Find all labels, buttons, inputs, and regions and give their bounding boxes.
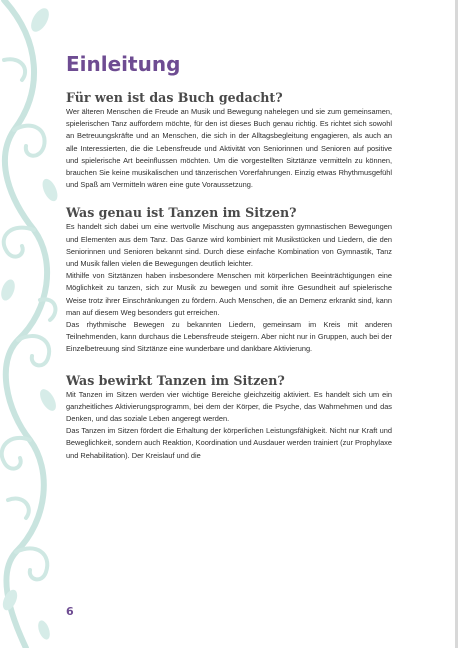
paragraph: Mit Tanzen im Sitzen werden vier wichtige Bereiche gleichzeitig aktiviert. Es handelt sich um ein ganzheitliches Aktivierungsprogramm, bei dem der Körper, die Psyche, das Wahrnehmen und das Denken, und das soziale Leben angeregt werden. [66, 389, 392, 424]
paragraph: Das rhythmische Bewegen zu bekannten Liedern, gemeinsam im Kreis mit anderen Teilnehmenden, kann durchaus die Lebensfreude steigern. Aber nicht nur in Gruppen, auch bei der Einzelbetreuung sind Sitztänze eine wunderbare und dankbare Aktivierung. [66, 320, 392, 354]
section-heading-fuer-wen: Für wen ist das Buch gedacht? [66, 90, 283, 105]
floral-ornament [0, 0, 62, 648]
section-heading-was-genau: Was genau ist Tanzen im Sitzen? [66, 205, 297, 221]
section-heading-was-bewirkt: Was bewirkt Tanzen im Sitzen? [66, 372, 285, 388]
paragraph: Das Tanzen im Sitzen fördert die Erhaltung der körperlichen Leistungsfähigkeit. Nicht nur Kraft und Beweglichkeit, sondern auch Reaktion, Koordination und Ausdauer werden trainiert (zur Prophylaxe und Rehabilitation). Der Kreislauf und die [66, 426, 392, 460]
paragraph: Mithilfe von Sitztänzen haben insbesondere Menschen mit körperlichen Beeinträchtigungen eine Möglichkeit zu tanzen, sich zur Musik zu bewegen und somit ihre Gesundheit auf spielerische Weise trotz ihrer Einschränkungen zu fördern. Auch Menschen, die an Demenz erkrankt sind, kann man auf diesem Weg besonders gut erreichen. [66, 271, 392, 317]
paragraph: Es handelt sich dabei um eine wertvolle Mischung aus angepassten gymnastischen Bewegungen und Elementen aus dem Tanz. Das Ganze wird kombiniert mit Musikstücken und Liedern, die den Seniorinnen und Senioren bekannt sind. Durch diese einfache Kombination von Gymnastik, Tanz und Musik fallen vielen die Bewegungen deutlich leichter. [66, 222, 392, 269]
paragraph: Wer älteren Menschen die Freude an Musik und Bewegung nahelegen und sie zum gemeinsamen, spielerischen Tanz auffordern möchte, für den ist dieses Buch genau richtig. Es richtet sich sowohl an Betreuungskräfte und an Menschen, die sich in der Alltagsbegleitung engagieren, als auch an alle Interessierten, die die Lebensfreude und Aktivität von Seniorinnen und Senioren auf positive und spielerische Art beeinflussen möchten. Um die vorgestellten Sitztänze vermitteln zu können, brauchen Sie keine musikalischen und tänzerischen Vorerfahrungen. Einzig etwas Rhythmusgefühl und Spaß am Vermitteln wären eine gute Voraussetzung. [66, 107, 392, 190]
page-number: 6 [66, 605, 74, 618]
main-content [66, 50, 392, 462]
page-title: Einleitung [66, 52, 181, 76]
